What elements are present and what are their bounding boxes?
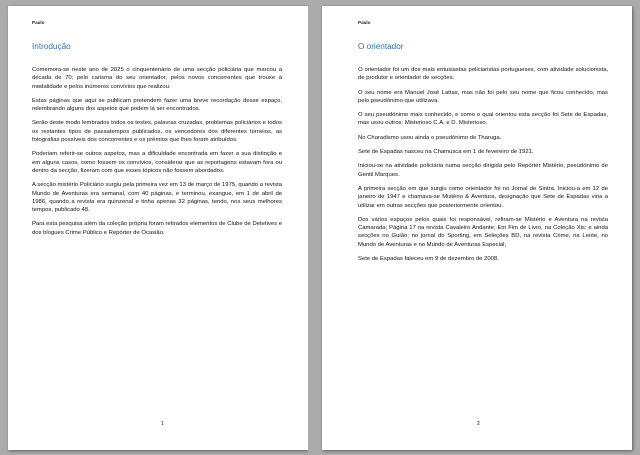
paragraph: O seu pseudónimo mais conhecido, e como o qual orientou esta secção foi Sete de Espadas, mas usou outros: Misterioso C.A. e D. Misterioso. — [358, 112, 608, 127]
page-title: O orientador — [358, 42, 404, 51]
page-header: Paulo — [32, 20, 45, 25]
paragraph: Sete de Espadas nasceu na Chamusca em 1 de fevereiro de 1921. — [358, 149, 534, 156]
document-page-left — [8, 6, 308, 450]
paragraph: O seu nome era Manuel José Lattas, mas não foi pelo seu nome que ficou conhecido, mas pelo pseudónimo que utilizava. — [358, 89, 608, 104]
page-number: 2 — [477, 421, 480, 427]
paragraph: Iniciou-se na atividade policiária numa secção dirigida pelo Repórter Mistério, pseudónimo de Gentil Marques. — [358, 163, 608, 178]
paragraph: Dos vários espaços pelos quais foi responsável, refiram-se Mistério e Aventura na revista Camarada; Página 17 na revista Cavaleiro Andante; Em Fim de Livro, na Coleção Xis; e ainda secções no Guião; no jornal do Sporting, em Seleções BD, na revista Crime, na Lente, no Mundo de Aventuras e no Mundo de Aventuras Especial, — [358, 216, 608, 248]
page-title: Introdução — [32, 42, 71, 51]
paragraph: Serão deste modo lembrados todos os testes, palavras cruzadas, problemas policiários e todos os restantes tipos de passatempos publicados, os vencedores dos diferentes torneios, as fotografias possíveis dos concorrentes e os prémios que lhes foram atribuídos. — [32, 120, 282, 144]
paragraph: No Charadismo usou ainda o pseudónimo de Tharuga. — [358, 134, 502, 141]
paragraph: A secção mistério Policiário surgiu pela primeira vez em 13 de março de 1975, quando a revista Mundo de Aventuras era semanal, com 40 páginas, e terminou, exangue, em 1 de abril de 1986, quando a revista era quinzenal e tinha apenas 32 páginas, tendo, nos seus melhores tempos, publicado 48. — [32, 182, 282, 214]
page-number: 1 — [161, 421, 164, 427]
page-header: Paulo — [358, 20, 371, 25]
page-gutter — [308, 0, 322, 455]
paragraph: A primeira secção em que surgiu como orientador foi no Jornal de Sintra. Iniciou-a em 12 de janeiro de 1947 e chamava-se Mistério & Aventura, designação que Sete de Espadas viria a utilizar em outras secções que posteriormente orientou. — [358, 185, 608, 209]
document-page-right — [322, 6, 632, 450]
page-body — [358, 66, 608, 269]
paragraph: O orientador foi um dos mais entusiastas policiaristas portugueses, com atividade solucionista, de produtor e orientador de secções. — [358, 67, 608, 82]
paragraph: Comemora-se neste ano de 2025 o cinquentenário de uma secção policiária que marcou a década de 70; pelo carisma do seu orientador, pelos novos concorrentes que trouxe à modalidade e pelos inúmeros convívios que realizou. — [32, 67, 282, 90]
paragraph: Poderiam referir-se outros aspetos, mas a dificuldade encontrada em fazer a sua distinção e em alguns casos, como fossem os convívios, considerar que as reportagens estavam fora ou dentro da secção, fizeram com que esses tópicos não fossem abordados. — [32, 151, 282, 174]
paragraph: Estas páginas que aqui se publicam pretendem fazer uma breve recordação desse espaço, relembrando alguns dos aspetos que podem lá ser encontrados. — [32, 97, 282, 113]
paragraph: Para esta pesquisa além da coleção própria foram retirados elementos de Clube de Detetives e dos blogues Crime Público e Repórter de Ocasião. — [32, 221, 282, 236]
page-body — [32, 66, 282, 243]
paragraph: Sete de Espadas faleceu em 9 de dezembro de 2008. — [358, 256, 499, 263]
